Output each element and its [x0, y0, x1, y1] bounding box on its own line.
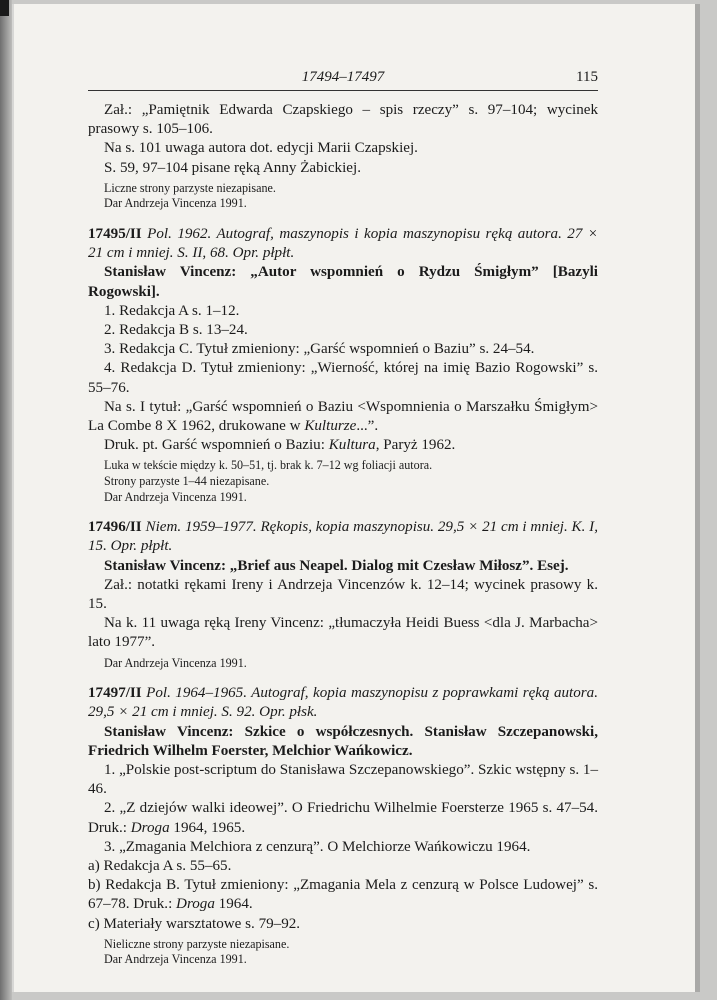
provenance-line: Dar Andrzeja Vincenza 1991. [104, 655, 247, 670]
sub-item: a) Redakcja A s. 55–65. [88, 858, 232, 875]
page-content [88, 101, 598, 968]
entry-signature: 17496/II [88, 519, 142, 536]
list-item: 2. „Z dziejów walki ideowej”. O Friedrichu Wilhelmie Foersterze 1965 s. 47–54. Druk.: Droga 1964, 1965. [88, 800, 598, 836]
entry-17494-continuation [88, 101, 598, 212]
entry-17495 [88, 225, 598, 505]
attachment-line: Zał.: „Pamiętnik Edwarda Czapskiego – spis rzeczy” s. 97–104; wycinek prasowy s. 105–106. [88, 102, 598, 138]
entry-description: Pol. 1964–1965. Autograf, kopia maszynopisu z poprawkami ręką autora. 29,5 × 21 cm i mniej. S. 92. Opr. płsk. [88, 685, 598, 721]
title-note-line: Na s. I tytuł: „Garść wspomnień o Baziu <Wspomnienia o Marszałku Śmigłym> La Combe 8 X 1962, drukowane w Kulturze...”. [88, 398, 598, 435]
page-number: 115 [576, 69, 598, 85]
header-entry-range: 17494–17497 [301, 69, 385, 85]
sub-item: b) Redakcja B. Tytuł zmieniony: „Zmagania Mela z cenzurą w Polsce Ludowej” s. 67–78. Druk.: Droga 1964. [88, 877, 598, 913]
entry-signature: 17495/II [88, 226, 142, 242]
attachment-line: Zał.: notatki rękami Ireny i Andrzeja Vincenzów k. 12–14; wycinek prasowy k. 15. [88, 576, 598, 613]
entry-signature: 17497/II [88, 685, 142, 702]
entry-description: Niem. 1959–1977. Rękopis, kopia maszynopisu. 29,5 × 21 cm i mniej. K. I, 15. Opr. płpłt. [88, 519, 598, 555]
provenance-line: Dar Andrzeja Vincenza 1991. [104, 196, 247, 211]
note-line: Liczne strony parzyste niezapisane. [104, 180, 276, 195]
sub-item: c) Materiały warsztatowe s. 79–92. [88, 915, 301, 932]
entry-title: Stanisław Vincenz: Szkice o współczesnych. Stanisław Szczepanowski, Friedrich Wilhelm Foerster, Melchior Wańkowicz. [88, 723, 598, 759]
remark-line: Na s. 101 uwaga autora dot. edycji Marii Czapskiej. [104, 140, 418, 157]
list-item: 4. Redakcja D. Tytuł zmieniony: „Wierność, której na imię Bazio Rogowski” s. 55–76. [88, 360, 598, 396]
running-header [88, 69, 598, 89]
entry-heading [88, 684, 598, 722]
remark-line: S. 59, 97–104 pisane ręką Anny Żabickiej. [104, 159, 361, 176]
entry-heading [88, 225, 598, 263]
entry-17497 [88, 684, 598, 968]
entry-title: Stanisław Vincenz: „Autor wspomnień o Rydzu Śmigłym” [Bazyli Rogowski]. [88, 264, 598, 300]
list-item: 3. Redakcja C. Tytuł zmieniony: „Garść wspomnień o Baziu” s. 24–54. [104, 341, 535, 358]
provenance-line: Dar Andrzeja Vincenza 1991. [104, 952, 247, 967]
note-line: Strony parzyste 1–44 niezapisane. [104, 474, 270, 489]
entry-heading [88, 518, 598, 556]
provenance-line: Dar Andrzeja Vincenza 1991. [104, 489, 247, 504]
scan-corner-mark [0, 0, 9, 16]
remark-line: Na k. 11 uwaga ręką Ireny Vincenz: „tłumaczyła Heidi Buess <dla J. Marbacha> lato 1977”. [88, 615, 598, 651]
list-item: 1. „Polskie post-scriptum do Stanisława Szczepanowskiego”. Szkic wstępny s. 1–46. [88, 762, 598, 798]
entry-description: Pol. 1962. Autograf, maszynopis i kopia maszynopisu ręką autora. 27 × 21 cm i mniej. S. II, 68. Opr. płpłt. [88, 226, 598, 262]
entry-title: Stanisław Vincenz: „Brief aus Neapel. Dialog mit Czesław Miłosz”. Esej. [104, 557, 569, 574]
entry-17496 [88, 518, 598, 671]
note-line: Nieliczne strony parzyste niezapisane. [104, 936, 290, 951]
note-line: Luka w tekście między k. 50–51, tj. brak k. 7–12 wg foliacji autora. [104, 458, 433, 473]
list-item: 1. Redakcja A s. 1–12. [104, 302, 240, 319]
scan-left-edge [0, 0, 12, 1000]
list-item: 3. „Zmagania Melchiora z cenzurą”. O Melchiorze Wańkowiczu 1964. [104, 838, 531, 855]
list-item: 2. Redakcja B s. 13–24. [104, 322, 248, 339]
print-line: Druk. pt. Garść wspomnień o Baziu: Kultura, Paryż 1962. [104, 437, 456, 454]
header-rule [88, 90, 598, 91]
